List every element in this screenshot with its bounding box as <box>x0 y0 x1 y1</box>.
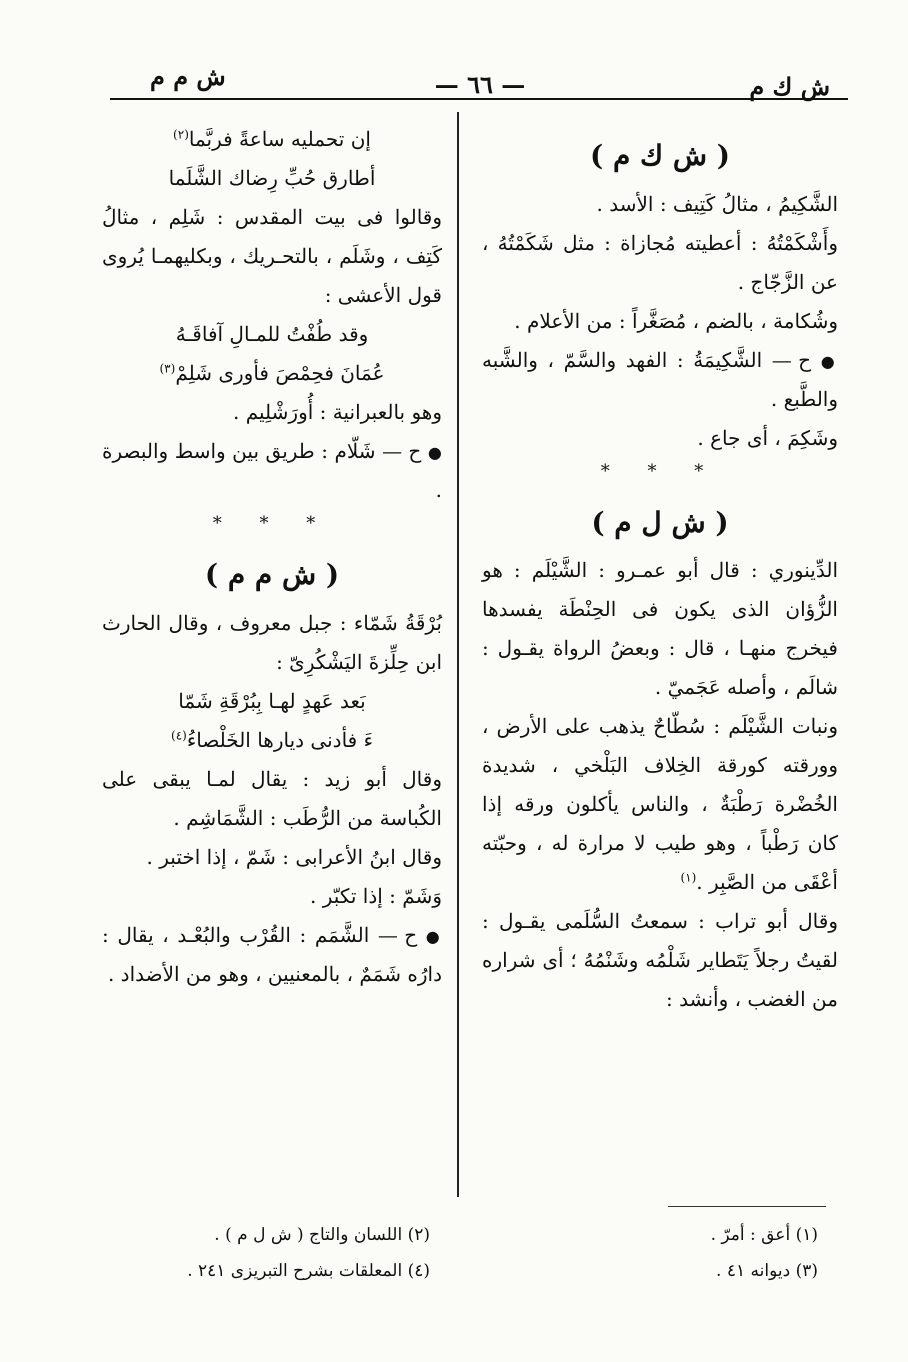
page-number: — ٦٦ — <box>434 70 526 99</box>
paragraph: بُرْقَةُ شَمّاء : جبل معروف ، وقال الحارث ابن حِلِّزةَ اليَشْكُرِىّ : <box>102 610 442 674</box>
paragraph: وقال أبو زيد : يقال لمـا يبقى على الكُباسة من الرُّطَب : الشَّمَاشِم . <box>102 766 442 830</box>
column-divider <box>457 112 459 1197</box>
paragraph: وهو بالعبرانية : أُورَشْلِيم . <box>232 400 442 424</box>
footnote: (٤) المعلقات بشرح التبريزى ٢٤١ . <box>187 1260 430 1281</box>
bullet-paragraph <box>102 432 442 510</box>
verse-line: أطارق حُبِّ رِضاك الشَّلَما <box>168 166 376 190</box>
verse-text: ءَ فأدنى ديارها الخَلْصاءُ <box>186 727 373 752</box>
header-left-root: ش م م <box>150 62 226 91</box>
verse-text: عُمَانَ فحِمْصَ فأورى شَلِمْ <box>175 361 385 385</box>
paragraph: وشُكامة ، بالضم ، مُصَغَّراً : من الأعلام . <box>514 308 838 333</box>
verse-text: إن تحمليه ساعةً فربَّما <box>188 127 371 151</box>
bullet-icon: ● <box>820 351 838 371</box>
paragraph-text: ح — شَلّام : طريق بين واسط والبصرة . <box>102 439 442 502</box>
footnote-marker: (٤) <box>171 727 187 742</box>
paragraph: الشَّكِيمُ ، مثالُ كَتِيف : الأسد . <box>596 191 838 216</box>
paragraph-text: ح — الشَّمَم : القُرْب والبُعْـد ، يقال : دارُه شَمَمٌ ، بالمعنيين ، وهو من الأضداد . <box>102 922 442 986</box>
bullet-icon: ● <box>425 926 442 946</box>
paragraph <box>482 707 838 902</box>
footnote-marker: (١) <box>680 870 697 885</box>
paragraph: وشَكِمَ ، أى جاع . <box>697 425 838 450</box>
section-separator: * * * <box>212 513 332 534</box>
paragraph-text: ح — الشَّكِيمَةُ : الفهد والسَّمّ ، والشَّبه والطَّبع . <box>482 347 838 411</box>
paragraph: وقالوا فى بيت المقدس : شَلِم ، مثالُ كَتِف ، وشَلَم ، بالتحـريك ، وبكليهمـا يُروى قول الأعشى : <box>102 205 442 307</box>
footnote-marker: (٣) <box>159 361 176 376</box>
verse-line: وقد طُفْتُ للمـالِ آفاقَـهُ <box>175 322 369 346</box>
left-column <box>102 120 442 994</box>
footnote: (٢) اللسان والتاج ( ش ل م ) . <box>214 1225 430 1245</box>
section-title-shkm: ( ش ك م ) <box>589 139 731 172</box>
paragraph: وقال أبو تراب : سمعتُ السُّلَمى يقـول : لقيتُ رجلاً يَتَطاير شَلْمُه وشَنْمُهُ ؛ أى شراره من الغضب ، وأنشد : <box>482 909 838 1012</box>
header-right-root: ش ك م <box>749 72 830 101</box>
paragraph: وقال ابنُ الأعرابى : شَمّ ، إذا اختبر . <box>146 844 442 869</box>
bullet-paragraph <box>482 341 838 419</box>
verse-line <box>102 721 442 760</box>
paragraph: الدِّينوري : قال أبو عمـرو : الشَّيْلَم : هو الزُّؤان الذى يكون فى الحِنْطَة يفسدها فيخرج منهـا ، قال : وبعضُ الرواة يقـول : شالَم ، وأصله عَجَميّ . <box>482 558 838 700</box>
section-separator: * * * <box>600 460 720 482</box>
footnotes-left <box>120 1218 430 1289</box>
verse-line <box>102 354 442 393</box>
paragraph: وأَشْكَمْتُهُ : أعطيته مُجازاة : مثل شَكَمْتُهُ ، عن الزَّجّاج . <box>482 230 838 294</box>
verse-line: بَعد عَهدٍ لهـا بِبُرْقَةِ شَمّا <box>178 688 366 713</box>
verse-line <box>102 120 442 159</box>
bullet-paragraph <box>102 916 442 994</box>
section-title-shmm: ( ش م م ) <box>204 557 340 591</box>
footnote-marker: (٢) <box>173 127 189 142</box>
paragraph: وَشَمّ : إذا تكبّر . <box>310 883 442 908</box>
section-title-shlm: ( ش ل م ) <box>591 505 729 539</box>
footnote-rule <box>668 1206 826 1207</box>
footnote: (١) أعق : أمرّ . <box>710 1225 818 1245</box>
paragraph-text: ونبات الشَّيْلَم : سُطّاحٌ يذهب على الأرض ، وورقته كورقة الخِلاف البَلْخي ، شديدة الخُضْرة رَطْبَةٌ ، والناس يأكلون ورقه إذا كان رَطْباً ، وهو طيب لا مرارة له ، وحبّته أعْقَى من الصَّبِر . <box>482 714 838 895</box>
header-rule <box>110 98 848 100</box>
right-column <box>482 120 838 1019</box>
bullet-icon: ● <box>427 443 442 462</box>
footnote: (٣) ديوانه ٤١ . <box>716 1260 818 1281</box>
page-header <box>110 62 830 101</box>
footnotes-right <box>568 1218 818 1289</box>
